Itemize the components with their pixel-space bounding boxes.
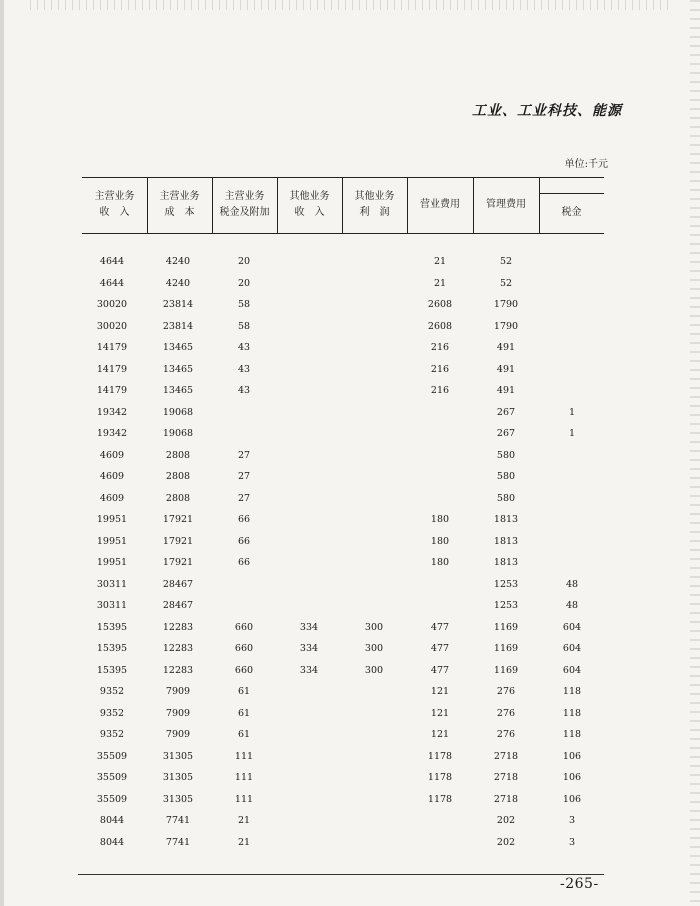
table-cell — [540, 317, 604, 337]
table-cell: 14179 — [96, 342, 128, 353]
table-row — [82, 403, 604, 423]
table-cell — [342, 747, 406, 767]
table-cell: 13465 — [162, 385, 194, 396]
table-cell — [342, 768, 406, 788]
table-row — [82, 575, 604, 595]
table-cell — [540, 381, 604, 401]
table-cell — [540, 360, 604, 380]
table-row — [82, 446, 604, 466]
table-cell: 118 — [562, 729, 582, 740]
table-cell — [342, 381, 406, 401]
table-cell: 2608 — [427, 299, 453, 310]
table-cell — [408, 596, 472, 616]
table-cell: 216 — [430, 342, 450, 353]
table-row — [82, 618, 604, 638]
table-row — [82, 360, 604, 380]
table-cell — [277, 424, 341, 444]
table-cell: 300 — [364, 621, 384, 633]
table-cell: 2808 — [165, 471, 191, 482]
table-cell — [212, 424, 276, 444]
table-cell: 1 — [568, 406, 576, 418]
table-row — [82, 338, 604, 358]
table-cell — [277, 489, 341, 509]
table-cell: 21 — [237, 815, 251, 826]
table-cell: 580 — [496, 492, 516, 504]
table-cell — [277, 790, 341, 810]
table-cell: 19951 — [96, 535, 128, 547]
table-cell: 12283 — [162, 643, 194, 654]
table-row — [82, 553, 604, 573]
table-row — [82, 274, 604, 294]
table-cell — [540, 446, 604, 466]
table-row — [82, 639, 604, 659]
table-cell — [277, 575, 341, 595]
table-cell: 267 — [496, 406, 516, 418]
table-cell: 12283 — [162, 621, 194, 633]
table-cell: 4609 — [99, 449, 125, 461]
table-cell: 1169 — [493, 621, 519, 633]
table-cell — [540, 252, 604, 272]
table-cell: 660 — [234, 621, 254, 633]
column-header-admin-expense: 管理费用 — [486, 199, 526, 210]
section-title: 工业、工业科技、能源 — [472, 103, 622, 119]
column-header-main-cost: 主营业务 成 本 — [159, 191, 200, 218]
table-cell: 61 — [237, 707, 251, 719]
table-cell — [342, 596, 406, 616]
table-cell — [277, 833, 341, 853]
table-cell: 660 — [234, 643, 254, 654]
table-cell: 35509 — [96, 772, 128, 783]
table-cell: 202 — [496, 836, 516, 848]
table-row — [82, 725, 604, 745]
table-cell: 334 — [299, 643, 319, 654]
table-cell: 1169 — [493, 643, 519, 654]
page-number: -265- — [560, 876, 599, 892]
table-cell: 118 — [562, 686, 582, 697]
table-cell: 19342 — [96, 406, 128, 418]
table-cell: 4240 — [165, 277, 191, 289]
table-cell: 1253 — [493, 600, 519, 611]
table-cell: 14179 — [96, 385, 128, 396]
table-cell: 15395 — [96, 621, 128, 633]
table-cell: 48 — [565, 600, 579, 611]
table-cell: 180 — [430, 557, 450, 568]
table-cell — [212, 403, 276, 423]
table-cell: 35509 — [96, 793, 128, 805]
table-cell: 604 — [562, 664, 582, 676]
table-cell — [342, 704, 406, 724]
table-cell: 180 — [430, 514, 450, 525]
table-cell: 1790 — [493, 320, 519, 332]
table-cell — [277, 747, 341, 767]
table-cell: 111 — [234, 793, 254, 805]
column-header-tax: 税金 — [561, 207, 582, 218]
table-cell: 491 — [496, 385, 516, 396]
table-cell: 604 — [562, 643, 582, 654]
table-cell — [540, 510, 604, 530]
table-cell: 216 — [430, 385, 450, 396]
table-cell: 276 — [496, 686, 516, 697]
table-cell — [540, 274, 604, 294]
table-cell — [277, 317, 341, 337]
table-cell — [277, 811, 341, 831]
table-cell: 52 — [499, 256, 513, 267]
table-cell: 8044 — [99, 815, 125, 826]
table-cell: 9352 — [99, 707, 125, 719]
table-cell: 21 — [237, 836, 251, 848]
table-cell: 4644 — [99, 256, 125, 267]
scan-edge-top — [30, 0, 670, 10]
table-row — [82, 489, 604, 509]
table-cell: 20 — [237, 256, 251, 267]
column-header-main-revenue: 主营业务 收 入 — [94, 191, 135, 218]
table-cell: 19951 — [96, 514, 128, 525]
table-cell: 7909 — [165, 707, 191, 719]
table-cell: 202 — [496, 815, 516, 826]
table-cell: 660 — [234, 664, 254, 676]
table-row — [82, 317, 604, 337]
table-row — [82, 682, 604, 702]
table-cell — [277, 252, 341, 272]
table-cell: 1 — [568, 428, 576, 439]
table-cell — [277, 295, 341, 315]
table-cell: 27 — [237, 492, 251, 504]
table-cell: 61 — [237, 729, 251, 740]
table-cell: 61 — [237, 686, 251, 697]
table-cell — [342, 424, 406, 444]
table-row — [82, 661, 604, 681]
table-cell: 12283 — [162, 664, 194, 676]
column-header-operating-expense: 营业费用 — [420, 199, 460, 210]
table-cell: 276 — [496, 707, 516, 719]
table-cell: 106 — [562, 750, 582, 762]
table-cell: 334 — [299, 664, 319, 676]
table-cell: 121 — [430, 729, 450, 740]
table-row — [82, 510, 604, 530]
table-cell — [342, 811, 406, 831]
scan-edge-right — [690, 0, 700, 906]
table-cell: 300 — [364, 643, 384, 654]
table-cell: 43 — [237, 363, 251, 375]
table-cell — [342, 510, 406, 530]
column-header-other-revenue: 其他业务 收 入 — [289, 191, 330, 218]
table-cell: 27 — [237, 471, 251, 482]
table-cell: 111 — [234, 772, 254, 783]
table-cell: 7741 — [165, 815, 191, 826]
table-cell: 491 — [496, 342, 516, 353]
table-cell — [408, 467, 472, 487]
table-cell — [408, 575, 472, 595]
table-cell — [277, 596, 341, 616]
table-cell: 48 — [565, 578, 579, 590]
table-cell — [277, 704, 341, 724]
table-cell: 15395 — [96, 664, 128, 676]
table-cell: 43 — [237, 342, 251, 353]
table-cell: 121 — [430, 686, 450, 697]
table-cell — [277, 274, 341, 294]
table-row — [82, 768, 604, 788]
table-cell: 1178 — [427, 750, 453, 762]
table-cell: 20 — [237, 277, 251, 289]
table-row — [82, 704, 604, 724]
table-cell — [342, 532, 406, 552]
scan-edge-left — [0, 0, 4, 906]
table-cell: 43 — [237, 385, 251, 396]
table-cell: 19068 — [162, 428, 194, 439]
table-cell: 180 — [430, 535, 450, 547]
table-cell — [342, 489, 406, 509]
table-cell — [408, 811, 472, 831]
table-cell: 2718 — [493, 750, 519, 762]
table-cell — [408, 424, 472, 444]
table-cell: 19068 — [162, 406, 194, 418]
table-cell: 58 — [237, 299, 251, 310]
table-row — [82, 252, 604, 272]
table-cell — [342, 725, 406, 745]
table-cell — [540, 295, 604, 315]
table-cell: 477 — [430, 621, 450, 633]
table-cell: 17921 — [162, 514, 194, 525]
table-cell: 106 — [562, 772, 582, 783]
table-cell: 477 — [430, 664, 450, 676]
column-header-other-profit: 其他业务 利 润 — [354, 191, 395, 218]
table-cell: 2718 — [493, 793, 519, 805]
table-cell — [540, 467, 604, 487]
table-cell — [342, 446, 406, 466]
table-cell — [408, 833, 472, 853]
table-cell: 31305 — [162, 750, 194, 762]
table-cell — [277, 682, 341, 702]
table-row — [82, 381, 604, 401]
column-header-main-tax: 主营业务 税金及附加 — [219, 191, 270, 218]
table-cell: 28467 — [162, 600, 194, 611]
table-cell — [342, 467, 406, 487]
table-cell — [408, 446, 472, 466]
table-cell — [277, 510, 341, 530]
table-cell: 7909 — [165, 729, 191, 740]
table-cell — [277, 338, 341, 358]
table-cell — [342, 252, 406, 272]
table-cell: 27 — [237, 449, 251, 461]
table-cell — [277, 403, 341, 423]
table-cell: 300 — [364, 664, 384, 676]
table-cell: 66 — [237, 514, 251, 525]
table-cell: 216 — [430, 363, 450, 375]
table-cell — [212, 575, 276, 595]
table-cell: 9352 — [99, 729, 125, 740]
table-cell: 1178 — [427, 793, 453, 805]
table-cell — [540, 532, 604, 552]
table-row — [82, 833, 604, 853]
table-row — [82, 532, 604, 552]
table-cell: 118 — [562, 707, 582, 719]
table-cell — [408, 489, 472, 509]
table-cell: 23814 — [162, 320, 194, 332]
table-row — [82, 596, 604, 616]
unit-label: 单位:千元 — [564, 159, 608, 170]
table-cell — [342, 317, 406, 337]
table-cell: 17921 — [162, 535, 194, 547]
table-cell: 58 — [237, 320, 251, 332]
table-cell: 4609 — [99, 471, 125, 482]
table-cell: 491 — [496, 363, 516, 375]
table-cell: 2808 — [165, 492, 191, 504]
table-cell: 19342 — [96, 428, 128, 439]
table-cell: 334 — [299, 621, 319, 633]
table-cell: 31305 — [162, 793, 194, 805]
table-cell — [342, 360, 406, 380]
table-cell: 2808 — [165, 449, 191, 461]
table-cell: 1169 — [493, 664, 519, 676]
table-cell: 2608 — [427, 320, 453, 332]
table-cell: 1178 — [427, 772, 453, 783]
table-cell: 1253 — [493, 578, 519, 590]
table-cell: 14179 — [96, 363, 128, 375]
table-cell: 1813 — [493, 514, 519, 525]
table-cell — [540, 489, 604, 509]
table-cell: 66 — [237, 535, 251, 547]
table-cell: 30311 — [96, 600, 128, 611]
table-cell — [408, 403, 472, 423]
table-cell: 30020 — [96, 320, 128, 332]
table-cell — [342, 403, 406, 423]
table-cell — [277, 532, 341, 552]
table-cell: 4240 — [165, 256, 191, 267]
table-cell: 19951 — [96, 557, 128, 568]
table-cell: 30020 — [96, 299, 128, 310]
table-cell: 66 — [237, 557, 251, 568]
table-row — [82, 424, 604, 444]
table-row — [82, 790, 604, 810]
table-cell: 23814 — [162, 299, 194, 310]
table-header-rule — [82, 233, 604, 234]
table-cell — [540, 338, 604, 358]
table-cell — [277, 467, 341, 487]
table-cell: 4644 — [99, 277, 125, 289]
table-cell — [342, 833, 406, 853]
table-cell: 8044 — [99, 836, 125, 848]
table-row — [82, 811, 604, 831]
table-cell: 9352 — [99, 686, 125, 697]
table-cell: 3 — [568, 815, 576, 826]
table-cell: 13465 — [162, 342, 194, 353]
table-cell: 28467 — [162, 578, 194, 590]
table-cell: 31305 — [162, 772, 194, 783]
table-cell — [342, 338, 406, 358]
table-cell — [342, 682, 406, 702]
table-cell — [277, 768, 341, 788]
table-cell — [212, 596, 276, 616]
table-cell: 2718 — [493, 772, 519, 783]
table-cell: 35509 — [96, 750, 128, 762]
table-row — [82, 295, 604, 315]
table-cell: 1790 — [493, 299, 519, 310]
table-cell: 580 — [496, 471, 516, 482]
table-cell: 13465 — [162, 363, 194, 375]
table-row — [82, 747, 604, 767]
footer-rule — [78, 874, 604, 875]
table-cell: 7741 — [165, 836, 191, 848]
table-cell: 267 — [496, 428, 516, 439]
table-cell — [277, 553, 341, 573]
table-cell: 121 — [430, 707, 450, 719]
table-cell: 604 — [562, 621, 582, 633]
table-cell: 17921 — [162, 557, 194, 568]
table-cell: 3 — [568, 836, 576, 848]
table-cell: 276 — [496, 729, 516, 740]
table-cell: 106 — [562, 793, 582, 805]
table-cell: 1813 — [493, 535, 519, 547]
table-row — [82, 467, 604, 487]
table-cell: 4609 — [99, 492, 125, 504]
table-cell — [277, 725, 341, 745]
table-cell: 30311 — [96, 578, 128, 590]
table-cell: 15395 — [96, 643, 128, 654]
table-cell — [277, 360, 341, 380]
table-cell — [540, 553, 604, 573]
table-cell — [342, 575, 406, 595]
table-cell: 111 — [234, 750, 254, 762]
table-cell — [342, 553, 406, 573]
table-cell: 7909 — [165, 686, 191, 697]
table-cell: 477 — [430, 643, 450, 654]
table-cell — [342, 790, 406, 810]
table-cell — [277, 381, 341, 401]
table-cell: 1813 — [493, 557, 519, 568]
table-cell — [342, 274, 406, 294]
table-cell: 580 — [496, 449, 516, 461]
table-cell: 52 — [499, 277, 513, 289]
table-cell: 21 — [433, 256, 447, 267]
table-cell — [277, 446, 341, 466]
table-cell — [342, 295, 406, 315]
table-cell: 21 — [433, 277, 447, 289]
